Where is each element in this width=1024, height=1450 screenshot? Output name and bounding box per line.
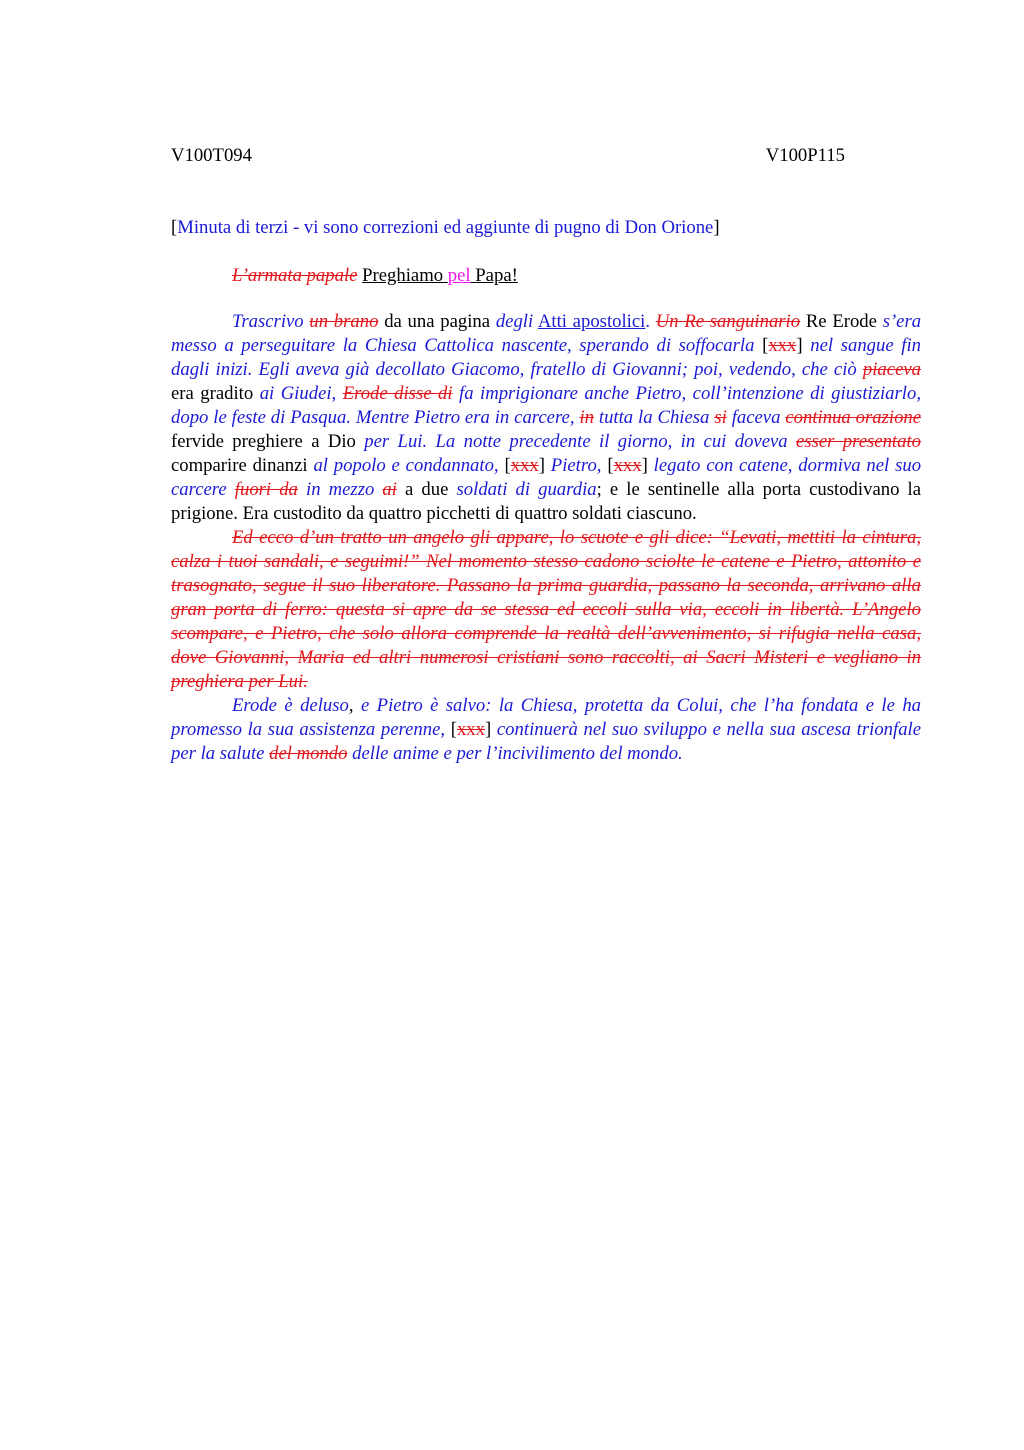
p1-text: ; e le sentinelle alla porta custodivano la prigione. Era custodito da quattro picchetti di quattro soldati ciascuno. bbox=[171, 479, 922, 524]
p1-text: fervide preghiere a Dio bbox=[171, 431, 356, 452]
bracket: ] bbox=[641, 455, 648, 476]
note-text: Minuta di terzi - vi sono correzioni ed aggiunte di pugno di Don Orione bbox=[177, 217, 714, 238]
p1-deletion: Erode disse di bbox=[342, 383, 453, 404]
p1-deletion: continua orazione bbox=[785, 407, 922, 428]
document-page bbox=[171, 144, 921, 766]
p1-text: era gradito bbox=[171, 383, 254, 404]
p3-text: continuerà nel suo sviluppo e nella sua ascesa trionfale per la salute bbox=[171, 719, 922, 764]
document-codes bbox=[171, 144, 921, 168]
title-deleted: L’armata papale bbox=[232, 265, 358, 286]
title-word-2: pel bbox=[447, 265, 471, 286]
p1-text: degli bbox=[495, 311, 534, 332]
illegible-deletion: xxx bbox=[456, 719, 485, 740]
p1-text: Trascrivo bbox=[232, 311, 304, 332]
code-right: V100P115 bbox=[765, 145, 845, 166]
p1-text: Re Erode bbox=[805, 311, 877, 332]
p1-text: . bbox=[645, 311, 651, 332]
p1-text: al popolo e condannato, bbox=[313, 455, 499, 476]
p1-deletion: Un Re sanguinario bbox=[655, 311, 801, 332]
p1-text: soldati di guardia bbox=[456, 479, 597, 500]
p1-text: tutta la Chiesa bbox=[598, 407, 710, 428]
bracket: [ bbox=[450, 719, 457, 740]
p1-deletion: ai bbox=[382, 479, 397, 500]
p3-text: e Pietro è salvo: la Chiesa, protetta da Colui, che l’ha fondata e le ha promesso la sua assistenza perenne, bbox=[171, 695, 922, 740]
p1-text: ai Giudei, bbox=[259, 383, 337, 404]
p1-text: nel sangue fin dagli inizi. Egli aveva già decollato Giacomo, fratello di Giovanni; poi, vedendo, che ciò bbox=[171, 335, 922, 380]
p1-deletion: un brano bbox=[309, 311, 379, 332]
p1-text: da una pagina bbox=[384, 311, 491, 332]
p3-text: , bbox=[348, 695, 354, 716]
p3-text: Erode è deluso bbox=[232, 695, 349, 716]
p1-text: s’era messo a perseguitare la Chiesa Cattolica nascente, sperando di soffocarla bbox=[171, 311, 922, 356]
code-left: V100T094 bbox=[171, 145, 252, 166]
p1-deletion: si bbox=[714, 407, 727, 428]
p1-deletion: esser presentato bbox=[796, 431, 922, 452]
document-title bbox=[171, 264, 921, 288]
bracket: ] bbox=[538, 455, 545, 476]
bracket: [ bbox=[607, 455, 614, 476]
p1-deletion: fuori da bbox=[234, 479, 298, 500]
p1-text: legato con catene, dormiva nel suo carcere bbox=[171, 455, 922, 500]
bracket: ] bbox=[796, 335, 803, 356]
p1-text: fa imprigionare anche Pietro, coll’intenzione di giustiziarlo, dopo le feste di Pasqua. Mentre Pietro era in carcere, bbox=[171, 383, 922, 428]
paragraph-2-deleted: Ed ecco d’un tratto un angelo gli appare, lo scuote e gli dice: “Levati, mettiti la cintura, calza i tuoi sandali, e seguimi!” Nel momento stesso cadono sciolte le catene e Pietro, attonito e trasognato, segue il suo liberatore. Passano la prima guardia, passano la seconda, arrivano alla gran porta di ferro: questa si apre da se stessa ed eccoli sulla via, eccoli in libertà. L’Angelo scompare, e Pietro, che solo allora comprende la realtà dell’avvenimento, si rifugia nella casa, dove Giovanni, Maria ed altri numerosi cristiani sono raccolti, ai Sacri Misteri e vegliano in preghiera per Lui. bbox=[171, 527, 921, 692]
bracket: [ bbox=[762, 335, 769, 356]
p1-text: in mezzo bbox=[306, 479, 375, 500]
p1-text: Pietro, bbox=[550, 455, 602, 476]
p1-deletion: piaceva bbox=[862, 359, 921, 380]
p1-underlined-text: Atti apostolici bbox=[537, 311, 646, 332]
bracket: [ bbox=[504, 455, 511, 476]
title-word-1: Preghiamo bbox=[362, 265, 444, 286]
title-word-3: Papa! bbox=[475, 265, 518, 286]
p3-text: delle anime e per l’incivilimento del mondo. bbox=[352, 743, 683, 764]
p1-text: faceva bbox=[731, 407, 781, 428]
illegible-deletion: xxx bbox=[510, 455, 539, 476]
illegible-deletion: xxx bbox=[613, 455, 642, 476]
p3-deletion: del mondo bbox=[269, 743, 348, 764]
note-bracket-close: ] bbox=[713, 217, 720, 238]
note-bracket-open: [ bbox=[171, 217, 178, 238]
editorial-note bbox=[171, 216, 921, 240]
bracket: ] bbox=[484, 719, 492, 740]
p1-text: a due bbox=[405, 479, 449, 500]
illegible-deletion: xxx bbox=[768, 335, 797, 356]
p1-text: comparire dinanzi bbox=[171, 455, 308, 476]
paragraph-1 bbox=[171, 310, 921, 526]
paragraph-3 bbox=[171, 694, 921, 766]
p1-text: per Lui. La notte precedente il giorno, in cui doveva bbox=[364, 431, 788, 452]
p1-deletion: in bbox=[579, 407, 594, 428]
